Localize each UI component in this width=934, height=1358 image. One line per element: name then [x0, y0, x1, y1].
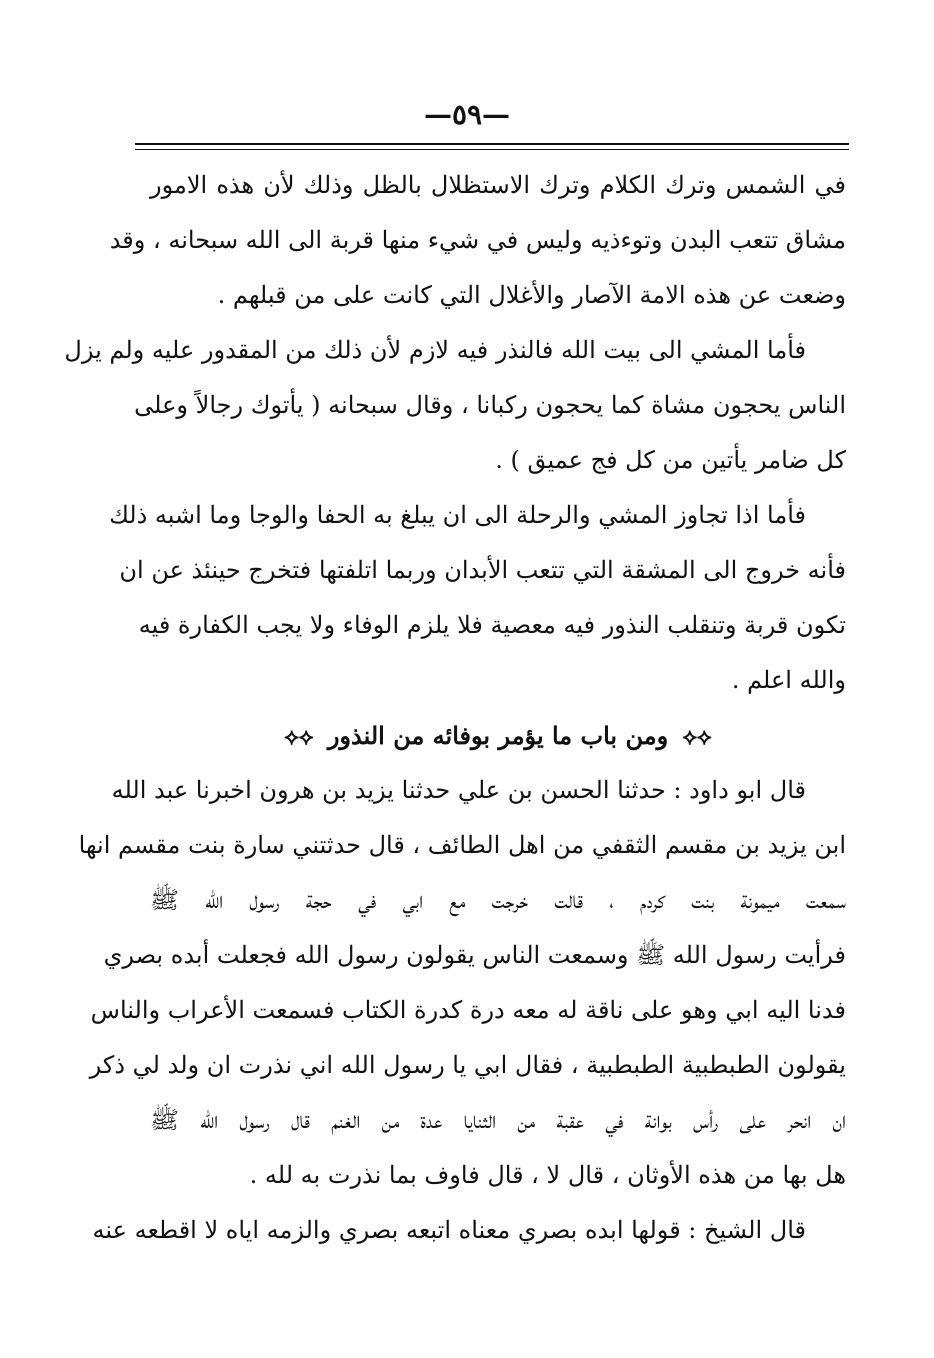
text-line: مشاق تتعب البدن وتوءذيه وليس في شيء منها قربة الى الله سبحانه ، وقد: [109, 226, 846, 254]
text-line: يقولون الطبطبية الطبطبية ، فقال ابي يا رسول الله اني نذرت ان ولد لي ذكر: [89, 1051, 846, 1079]
text-line: فأما اذا تجاوز المشي والرحلة الى ان يبلغ به الحفا والوجا وما اشبه ذلك: [109, 501, 806, 529]
text-line: والله اعلم .: [731, 666, 846, 694]
page-body: [64, 158, 846, 1258]
text-line: سمعت ميمونة بنت كردم ، قالت خرجت مع ابي في حجة رسول الله ﷺ: [150, 886, 846, 914]
text-line: في الشمس وترك الكلام وترك الاستظلال بالظل وذلك لأن هذه الامور: [150, 171, 846, 199]
header-rule: [135, 143, 849, 145]
section-heading: [150, 708, 846, 763]
text-line: فأما المشي الى بيت الله فالنذر فيه لازم لأن ذلك من المقدور عليه ولم يزل: [64, 336, 806, 364]
header-rule-thin: [135, 149, 849, 150]
text-line: ان انحر على رأس بوانة في عقبة من الثنايا عدة من الغنم قال رسول الله ﷺ: [150, 1106, 846, 1134]
text-line: فرأيت رسول الله ﷺ وسمعت الناس يقولون رسول الله فجعلت أبده بصري: [103, 941, 846, 969]
text-line: هل بها من هذه الأوثان ، قال لا ، قال فاوف بما نذرت به لله .: [249, 1161, 846, 1189]
text-line: فدنا اليه ابي وهو على ناقة له معه درة كدرة الكتاب فسمعت الأعراب والناس: [90, 996, 846, 1024]
page-number: —٥٩—: [423, 98, 511, 131]
text-line: وضعت عن هذه الامة الآصار والأغلال التي كانت على من قبلهم .: [217, 281, 846, 309]
text-line: ابن يزيد بن مقسم الثقفي من اهل الطائف ، قال حدثتني سارة بنت مقسم انها: [78, 831, 846, 859]
text-line: الناس يحجون مشاة كما يحجون ركبانا ، وقال سبحانه ( يأتوك رجالاً وعلى: [134, 391, 846, 419]
text-line: قال ابو داود : حدثنا الحسن بن علي حدثنا يزيد بن هرون اخبرنا عبد الله: [111, 776, 806, 804]
ornament-left-icon: ⟡⟡: [284, 724, 314, 750]
ornament-right-icon: ⟡⟡: [682, 724, 712, 750]
text-line: قال الشيخ : قولها ابده بصري معناه اتبعه بصري والزمه اياه لا اقطعه عنه: [92, 1216, 806, 1244]
text-line: فأنه خروج الى المشقة التي تتعب الأبدان وربما اتلفتها فتخرج حينئذ عن ان: [119, 556, 846, 584]
text-line: كل ضامر يأتين من كل فج عميق ) .: [495, 446, 846, 474]
section-heading-text: ومن باب ما يؤمر بوفائه من النذور: [327, 721, 669, 750]
text-line: تكون قربة وتنقلب النذور فيه معصية فلا يلزم الوفاء ولا يجب الكفارة فيه: [138, 611, 846, 639]
